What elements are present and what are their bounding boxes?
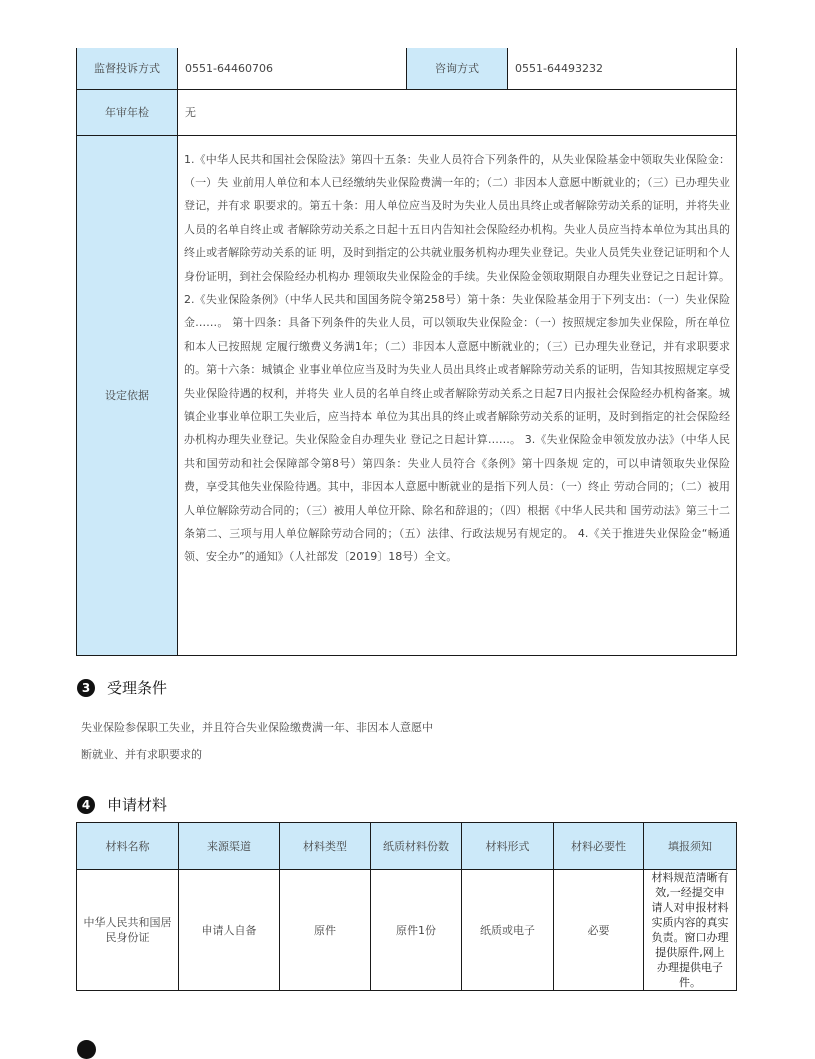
material-source: 申请人自备	[179, 870, 280, 991]
material-copies: 原件1份	[371, 870, 462, 991]
material-necessity: 必要	[554, 870, 644, 991]
material-name: 中华人民共和国居民身份证	[77, 870, 179, 991]
header-note: 填报须知	[644, 823, 737, 870]
material-type: 原件	[280, 870, 371, 991]
acceptance-conditions	[81, 714, 501, 768]
material-form: 纸质或电子	[462, 870, 554, 991]
section-3-header	[77, 677, 167, 698]
section-5-number-partial	[77, 1040, 96, 1059]
supervision-value: 0551-64460706	[178, 48, 407, 89]
supervision-label: 监督投诉方式	[77, 48, 178, 89]
consult-label: 咨询方式	[407, 48, 508, 89]
material-note: 材料规范清晰有效,一经提交申请人对申报材料实质内容的真实负责。窗口办理提供原件,网上办理提供电子件。	[644, 870, 737, 991]
basis-label: 设定依据	[77, 135, 178, 655]
section-4-title: 申请材料	[107, 796, 168, 814]
section-3-number: 3	[77, 679, 95, 697]
acceptance-conditions-line2: 断就业、并有求职要求的	[81, 748, 202, 761]
table-row	[77, 870, 737, 991]
section-4-header	[77, 794, 167, 815]
header-material-name: 材料名称	[77, 823, 179, 870]
header-form: 材料形式	[462, 823, 554, 870]
materials-table	[76, 822, 737, 991]
annual-label: 年审年检	[77, 89, 178, 135]
header-copies: 纸质材料份数	[371, 823, 462, 870]
header-source: 来源渠道	[179, 823, 280, 870]
section-3-title: 受理条件	[107, 679, 168, 697]
header-type: 材料类型	[280, 823, 371, 870]
annual-value: 无	[178, 89, 737, 135]
acceptance-conditions-line1: 失业保险参保职工失业，并且符合失业保险缴费满一年、非因本人意愿中	[81, 721, 433, 734]
info-table	[76, 48, 737, 656]
basis-text: 1.《中华人民共和国社会保险法》第四十五条：失业人员符合下列条件的，从失业保险基金中领取失业保险金：（一）失 业前用人单位和本人已经缴纳失业保险费满一年的；（二）非因本人意愿中断就业的；（三）已办理失业登记，并有求 职要求的。第五十条：用人单位应当及时为失业人员出具终止或者解除劳动关系的证明，并将失业人员的名单自终止或 者解除劳动关系之日起十五日内告知社会保险经办机构。失业人员应当持本单位为其出具的终止或者解除劳动关系的证 明，及时到指定的公共就业服务机构办理失业登记。失业人员凭失业登记证明和个人身份证明，到社会保险经办机构办 理领取失业保险金的手续。失业保险金领取期限自办理失业登记之日起计算。 2.《失业保险条例》（中华人民共和国国务院令第258号）第十条：失业保险基金用于下列支出：（一）失业保险金……。 第十四条：具备下列条件的失业人员，可以领取失业保险金：（一）按照规定参加失业保险，所在单位和本人已按照规 定履行缴费义务满1年；（二）非因本人意愿中断就业的；（三）已办理失业登记，并有求职要求的。第十六条：城镇企 业事业单位应当及时为失业人员出具终止或者解除劳动关系的证明，告知其按照规定享受失业保险待遇的权利，并将失 业人员的名单自终止或者解除劳动关系之日起7日内报社会保险经办机构备案。城镇企业事业单位职工失业后，应当持本 单位为其出具的终止或者解除劳动关系的证明，及时到指定的社会保险经办机构办理失业登记。失业保险金自办理失业 登记之日起计算……。 3.《失业保险金申领发放办法》（中华人民共和国劳动和社会保障部令第8号）第四条：失业人员符合《条例》第十四条规 定的，可以申请领取失业保险费，享受其他失业保险待遇。其中，非因本人意愿中断就业的是指下列人员：（一）终止 劳动合同的；（二）被用人单位解除劳动合同的；（三）被用人单位开除、除名和辞退的；（四）根据《中华人民共和 国劳动法》第三十二条第二、三项与用人单位解除劳动合同的；（五）法律、行政法规另有规定的。 4.《关于推进失业保险金“畅通领、安全办”的通知》（人社部发〔2019〕18号）全文。	[178, 135, 737, 655]
section-4-number: 4	[77, 796, 95, 814]
header-necessity: 材料必要性	[554, 823, 644, 870]
consult-value: 0551-64493232	[508, 48, 737, 89]
